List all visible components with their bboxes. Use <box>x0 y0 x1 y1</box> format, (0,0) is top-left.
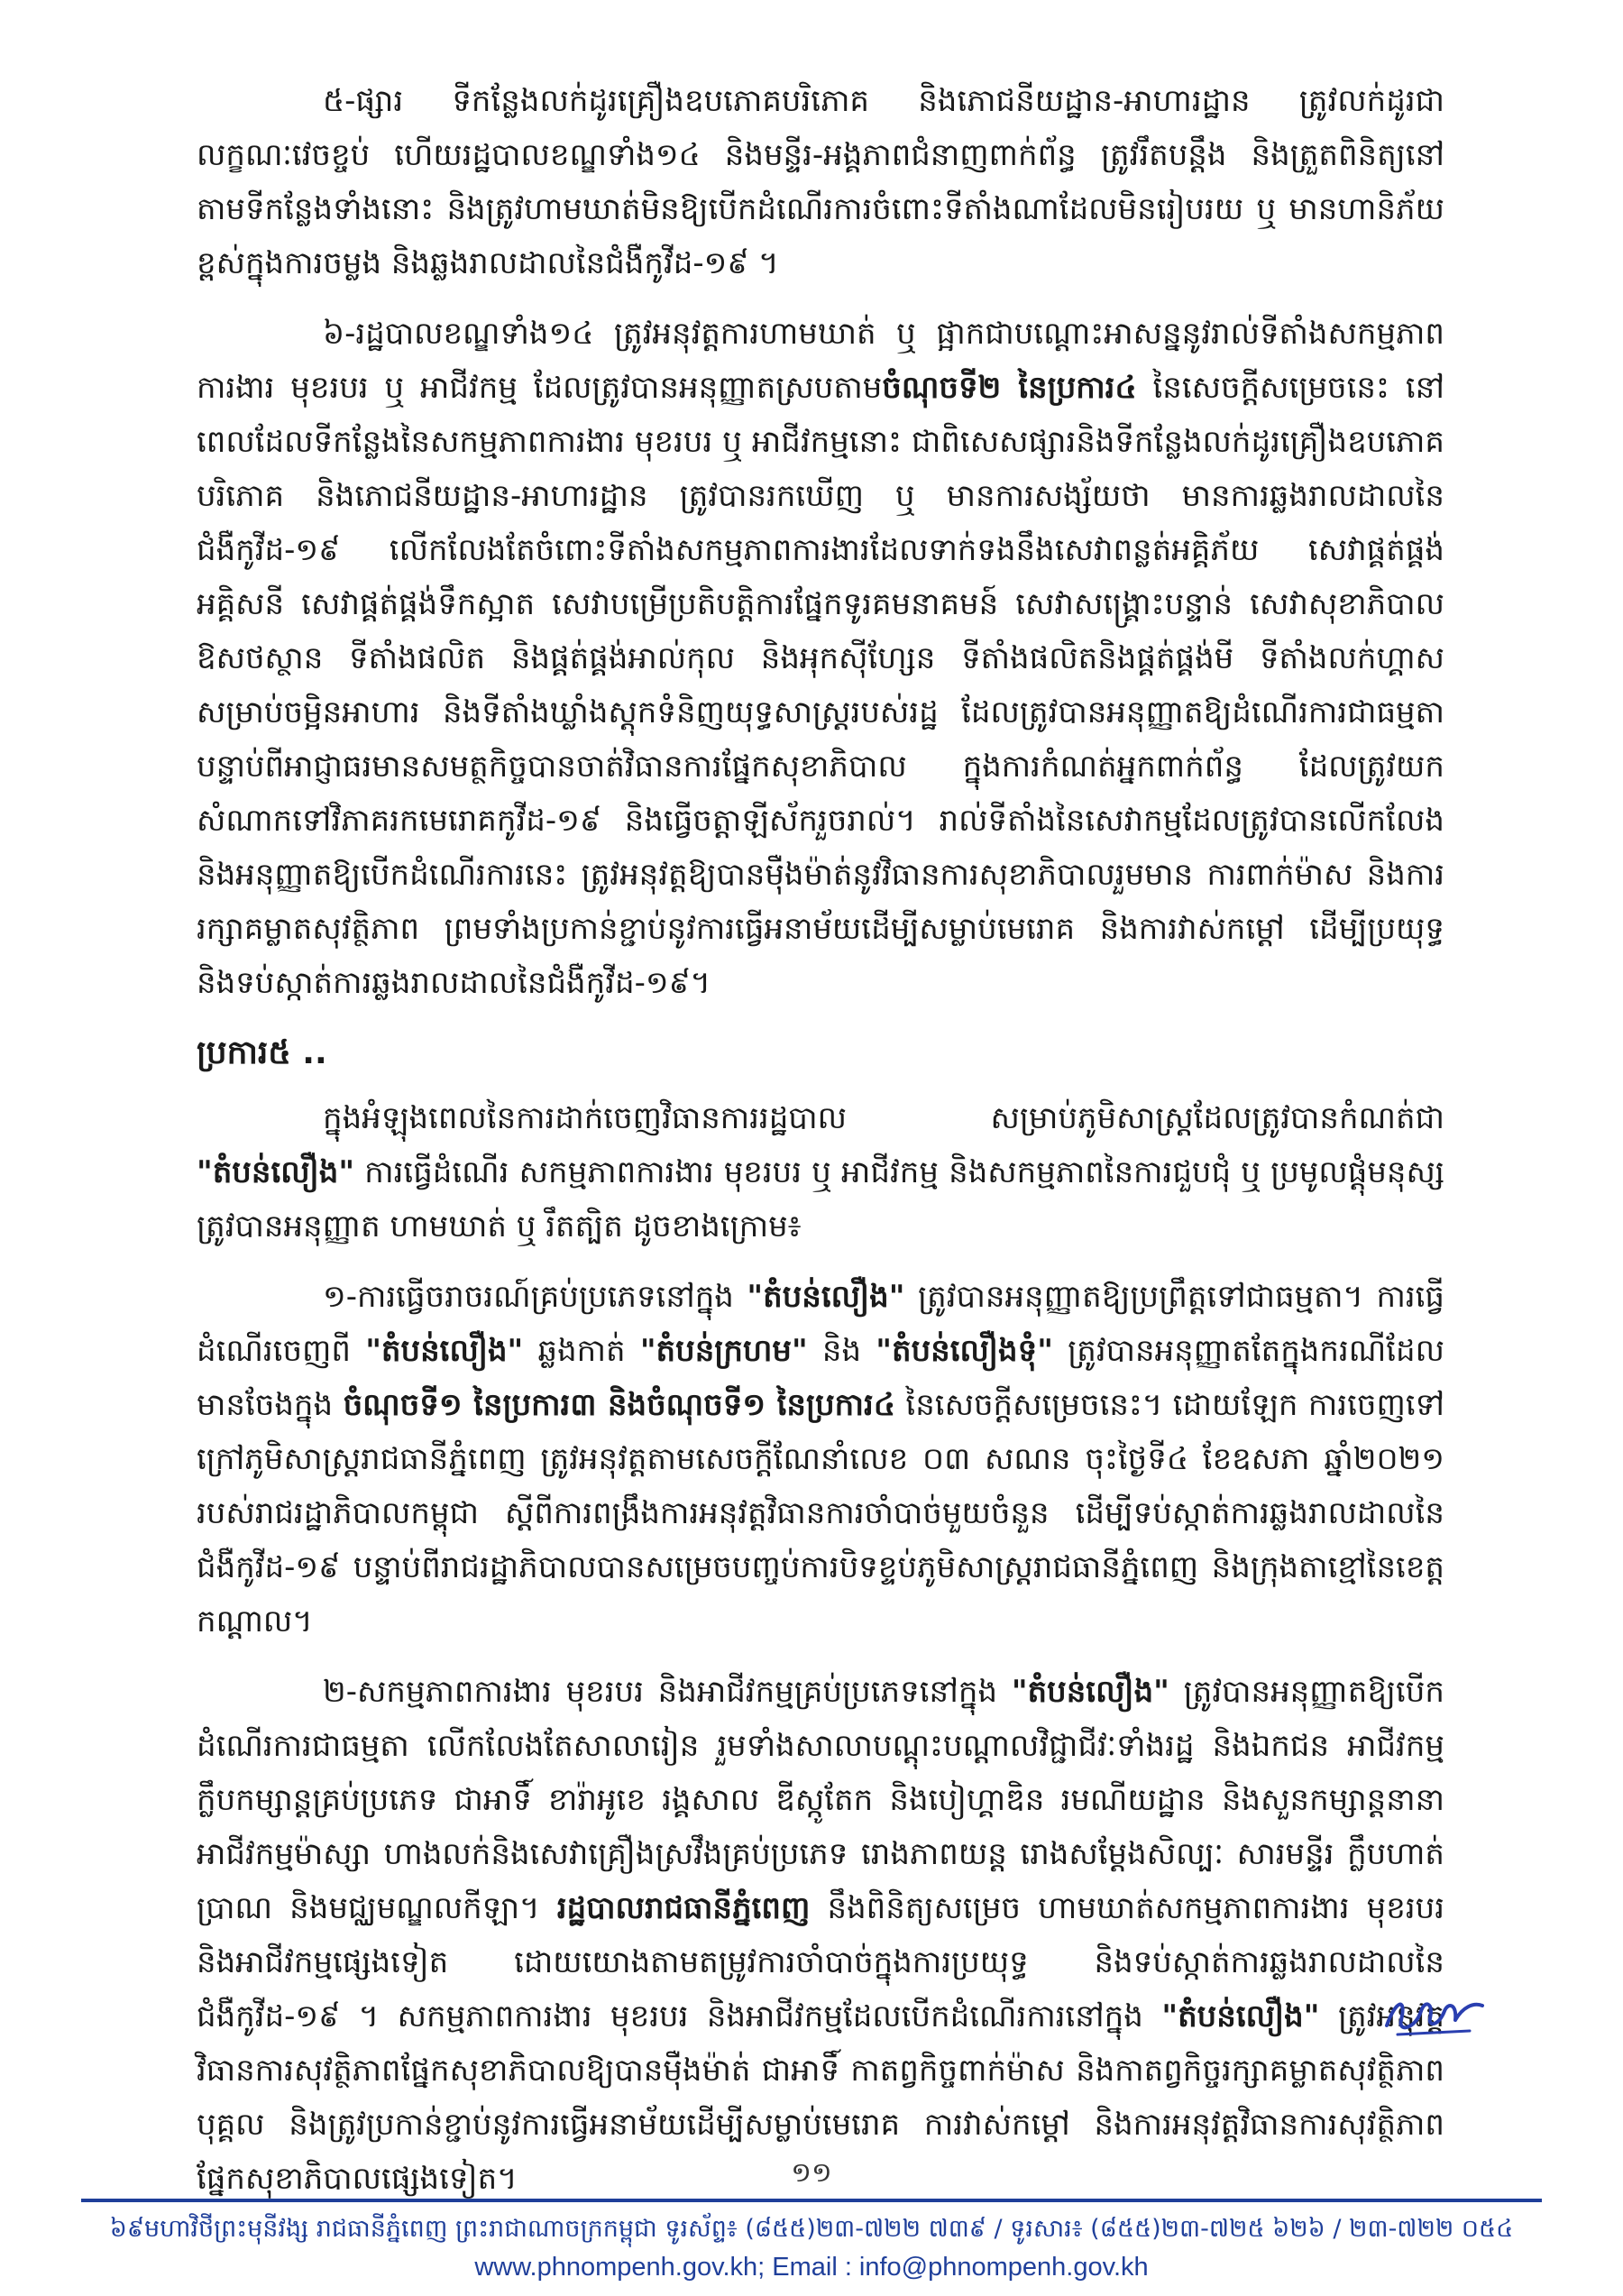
intro-end: ការធ្វើដំណើរ សកម្មភាពការងារ មុខរបរ ឬ អាជីវកម្ម និងសកម្មភាពនៃការជួបជុំ ឬ ប្រមូលផ្តុំមនុស្ស ត្រូវបានអនុញ្ញាត ហាមឃាត់ ឬ រឹតត្បិត ដូចខាងក្រោម៖ <box>197 1154 1444 1244</box>
intro-bold: "តំបន់លឿង" <box>197 1154 355 1190</box>
point-1-a: ១-ការធ្វើចរាចរណ៍គ្រប់ប្រភេទនៅក្នុង <box>323 1279 747 1315</box>
heading-prakar-5: ប្រការ៥ .. <box>197 1034 327 1071</box>
footer-divider <box>81 2199 1542 2202</box>
paragraph-item-5: ៥-ផ្សារ ទីកន្លែងលក់ដូរគ្រឿងឧបភោគបរិភោគ និងភោជនីយដ្ឋាន-អាហារដ្ឋាន ត្រូវលក់ដូរជាលក្ខណៈវេចខ្ចប់ ហើយរដ្ឋបាលខណ្ឌទាំង១៤ និងមន្ទីរ-អង្គភាពជំនាញពាក់ព័ន្ធ ត្រូវរឹតបន្តឹង និងត្រួតពិនិត្យនៅតាមទីកន្លែងទាំងនោះ និងត្រូវហាមឃាត់មិនឱ្យបើកដំណើរការចំពោះទីតាំងណាដែលមិនរៀបរយ ឬ មានហានិភ័យខ្ពស់ក្នុងការចម្លង និងឆ្លងរាលដាលនៃជំងឺកូវីដ-១៩ ។ <box>197 83 1444 281</box>
point-2-c: ត្រូវបានអនុញ្ញាតឱ្យបើកដំណើរការជាធម្មតា លើកលែងតែសាលារៀន រួមទាំងសាលាបណ្តុះបណ្តាលវិជ្ជាជីវៈទាំងរដ្ឋ និងឯកជន អាជីវកម្មក្លឹបកម្សាន្តគ្រប់ប្រភេទ ជាអាទិ៍ ខារ៉ាអូខេ រង្គសាល ឌីស្កូតែក និងបៀហ្គាឌិន រមណីយដ្ឋាន និងសួនកម្សាន្តនានា អាជីវកម្មម៉ាស្សា ហាងលក់និងសេវាគ្រឿងស្រវឹងគ្រប់ប្រភេទ រោងភាពយន្ត រោងសម្តែងសិល្បៈ សារមន្ទីរ ក្លឹបហាត់ប្រាណ និងមជ្ឈមណ្ឌលកីឡា។ <box>197 1674 1444 1926</box>
signature-mark <box>1380 1984 1488 2042</box>
point-1-k: នៃសេចក្តីសម្រេចនេះ។ ដោយឡែក ការចេញទៅក្រៅភូមិសាស្ត្ររាជធានីភ្នំពេញ ត្រូវអនុវត្តតាមសេចក្តីណែនាំលេខ ០៣ សណន ចុះថ្ងៃទី៤ ខែឧសភា ឆ្នាំ២០២១ របស់រាជរដ្ឋាភិបាលកម្ពុជា ស្តីពីការពង្រឹងការអនុវត្តវិធានការចាំបាច់មួយចំនួន ដើម្បីទប់ស្កាត់ការឆ្លងរាលដាលនៃជំងឺកូវីដ-១៩ បន្ទាប់ពីរាជរដ្ឋាភិបាលបានសម្រេចបញ្ចប់ការបិទខ្ទប់ភូមិសាស្ត្ររាជធានីភ្នំពេញ និងក្រុងតាខ្មៅនៃខេត្តកណ្តាល។ <box>197 1387 1444 1639</box>
point-2-f: "តំបន់លឿង" <box>1161 1998 1320 2034</box>
paragraph-point-2 <box>197 1665 1444 2206</box>
paragraph-item-6-end: នៃសេចក្តីសម្រេចនេះ នៅពេលដែលទីកន្លែងនៃសកម្មភាពការងារ មុខរបរ ឬ អាជីវកម្មនោះ ជាពិសេសផ្សារនិងទីកន្លែងលក់ដូរគ្រឿងឧបភោគបរិភោគ និងភោជនីយដ្ឋាន-អាហារដ្ឋាន ត្រូវបានរកឃើញ ឬ មានការសង្ស័យថា មានការឆ្លងរាលដាលនៃជំងឺកូវីដ-១៩ លើកលែងតែចំពោះទីតាំងសកម្មភាពការងារដែលទាក់ទងនឹងសេវាពន្លត់អគ្គិភ័យ សេវាផ្គត់ផ្គង់អគ្គិសនី សេវាផ្គត់ផ្គង់ទឹកស្អាត សេវាបម្រើប្រតិបត្តិការផ្នែកទូរគមនាគមន៍ សេវាសង្គ្រោះបន្ទាន់ សេវាសុខាភិបាល ឱសថស្ថាន ទីតាំងផលិត និងផ្គត់ផ្គង់អាល់កុល និងអុកស៊ីហ្សែន ទីតាំងផលិតនិងផ្គត់ផ្គង់មី ទីតាំងលក់ហ្គាសសម្រាប់ចម្អិនអាហារ និងទីតាំងឃ្លាំងស្តុកទំនិញយុទ្ធសាស្ត្ររបស់រដ្ឋ ដែលត្រូវបានអនុញ្ញាតឱ្យដំណើរការជាធម្មតា បន្ទាប់ពីអាជ្ញាធរមានសមត្ថកិច្ចបានចាត់វិធានការផ្នែកសុខាភិបាល ក្នុងការកំណត់អ្នកពាក់ព័ន្ធ ដែលត្រូវយកសំណាកទៅវិភាគរកមេរោគកូវីដ-១៩ និងធ្វើចត្តាឡីស័ករួចរាល់។ រាល់ទីតាំងនៃសេវាកម្មដែលត្រូវបានលើកលែង និងអនុញ្ញាតឱ្យបើកដំណើរការនេះ ត្រូវអនុវត្តឱ្យបានម៉ឺងម៉ាត់នូវវិធានការសុខាភិបាលរួមមាន ការពាក់ម៉ាស និងការរក្សាគម្លាតសុវត្ថិភាព ព្រមទាំងប្រកាន់ខ្ជាប់នូវការធ្វើអនាម័យដើម្បីសម្លាប់មេរោគ និងការវាស់កម្តៅ ដើម្បីប្រយុទ្ធនិងទប់ស្កាត់ការឆ្លងរាលដាលនៃជំងឺកូវីដ-១៩។ <box>197 370 1445 1001</box>
document-body <box>197 74 1444 2222</box>
point-1-b: "តំបន់លឿង" <box>747 1279 905 1315</box>
paragraph-item-6-bold: ចំណុចទី២ នៃប្រការ៤ <box>882 370 1137 406</box>
point-2-b: "តំបន់លឿង" <box>1011 1674 1169 1710</box>
paragraph-intro <box>197 1091 1444 1254</box>
footer-website-email: www.phnompenh.gov.kh; Email : info@phnompenh.gov.kh <box>474 2253 1149 2282</box>
point-2-d: រដ្ឋបាលរាជធានីភ្នំពេញ <box>556 1890 811 1926</box>
intro-start: ក្នុងអំឡុងពេលនៃការដាក់ចេញវិធានការរដ្ឋបាល សម្រាប់ភូមិសាស្ត្រដែលត្រូវបានកំណត់ជា <box>323 1100 1444 1136</box>
point-2-g: ត្រូវអនុវត្តវិធានការសុវត្ថិភាពផ្នែកសុខាភិបាលឱ្យបានម៉ឺងម៉ាត់ ជាអាទិ៍ កាតព្វកិច្ចពាក់ម៉ាស និងកាតព្វកិច្ចរក្សាគម្លាតសុវត្ថិភាពបុគ្គល និងត្រូវប្រកាន់ខ្ជាប់នូវការធ្វើអនាម័យដើម្បីសម្លាប់មេរោគ ការវាស់កម្តៅ និងការអនុវត្តវិធានការសុវត្ថិភាពផ្នែកសុខាភិបាលផ្សេងទៀត។ <box>197 1998 1444 2197</box>
point-1-d: "តំបន់លឿង" <box>365 1333 524 1369</box>
point-1-e: ឆ្លងកាត់ <box>523 1333 640 1369</box>
point-1-g: និង <box>807 1333 876 1369</box>
point-2-e: នឹងពិនិត្យសម្រេច ហាមឃាត់សកម្មភាពការងារ មុខរបរ និងអាជីវកម្មផ្សេងទៀត ដោយយោងតាមតម្រូវការចាំបាច់ក្នុងការប្រយុទ្ធ និងទប់ស្កាត់ការឆ្លងរាលដាលនៃជំងឺកូវីដ-១៩ ។ សកម្មភាពការងារ មុខរបរ និងអាជីវកម្មដែលបើកដំណើរការនៅក្នុង <box>197 1890 1444 2034</box>
point-1-i: ត្រូវបានអនុញ្ញាតតែក្នុងករណីដែលមានចែងក្នុង <box>197 1333 1445 1423</box>
page-number: ១១ <box>791 2157 832 2189</box>
point-1-h: "តំបន់លឿងទុំ" <box>876 1333 1053 1369</box>
point-1-f: "តំបន់ក្រហម" <box>639 1333 808 1369</box>
paragraph-point-1 <box>197 1270 1444 1649</box>
footer-address: ៦៩មហាវិថីព្រះមុនីវង្ស រាជធានីភ្នំពេញ ព្រះរាជាណាចក្រកម្ពុជា ទូរស័ព្ទ៖ (៨៥៥)២៣-៧២២ ៧៣៩ / ទូរសារ៖ (៨៥៥)២៣-៧២៥ ៦២៦ / ២៣-៧២២ ០៥៤ <box>109 2215 1514 2243</box>
paragraph-item-6 <box>197 307 1444 1010</box>
point-1-j: ចំណុចទី១ នៃប្រការ៣ និងចំណុចទី១ នៃប្រការ៤ <box>343 1387 895 1423</box>
paragraph-item-6-start: ៦-រដ្ឋបាលខណ្ឌទាំង១៤ ត្រូវអនុវត្តការហាមឃាត់ ឬ ផ្អាកជាបណ្តោះអាសន្ននូវរាល់ទីតាំងសកម្មភាពការងារ មុខរបរ ឬ អាជីវកម្ម ដែលត្រូវបានអនុញ្ញាតស្របតាម <box>197 316 1444 406</box>
point-2-a: ២-សកម្មភាពការងារ មុខរបរ និងអាជីវកម្មគ្រប់ប្រភេទនៅក្នុង <box>323 1674 1012 1710</box>
point-1-c: ត្រូវបានអនុញ្ញាតឱ្យប្រព្រឹត្តទៅជាធម្មតា។ ការធ្វើដំណើរចេញពី <box>197 1279 1444 1369</box>
